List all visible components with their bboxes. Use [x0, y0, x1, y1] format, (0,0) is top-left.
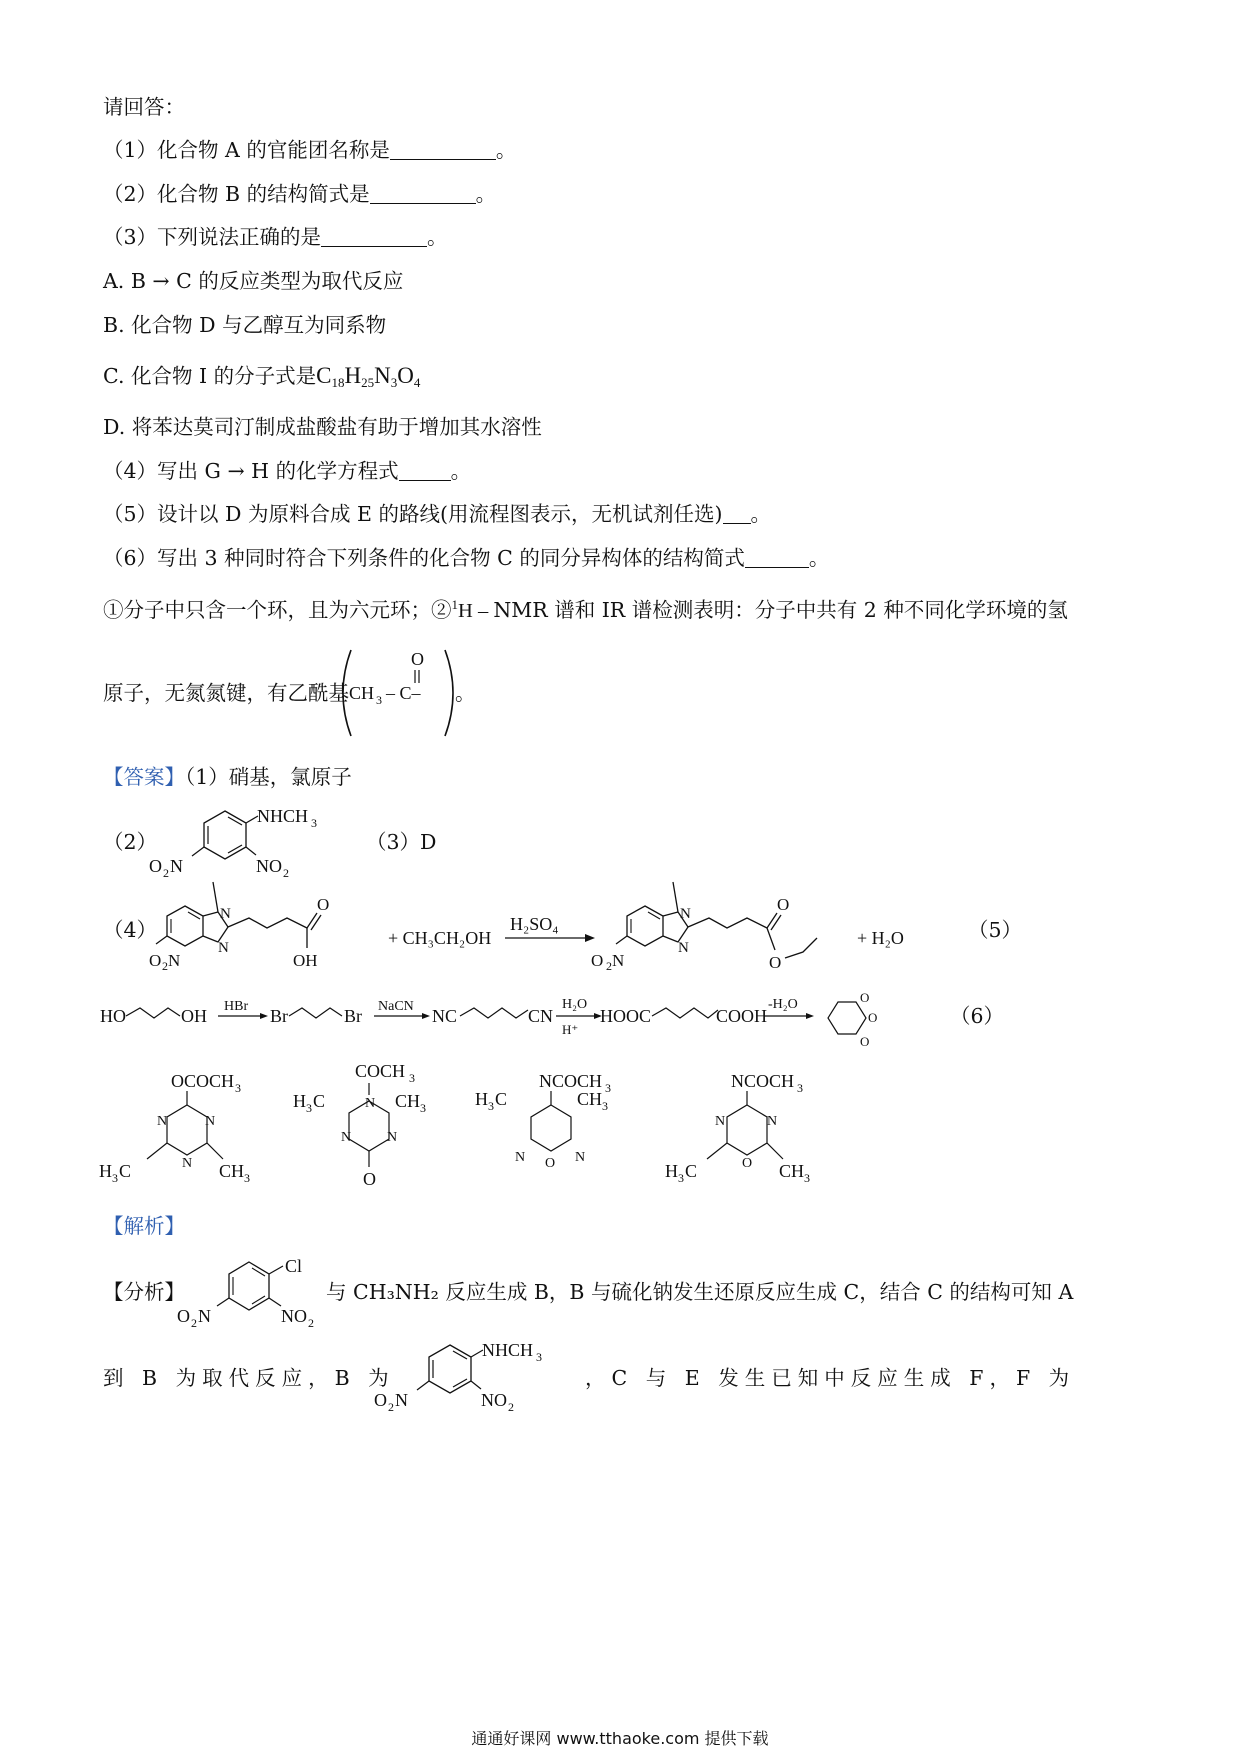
answer-5-label: （5） — [968, 918, 1023, 942]
svg-text:NHCH: NHCH — [257, 806, 309, 826]
svg-text:3: 3 — [244, 1171, 250, 1185]
svg-text:NaCN: NaCN — [378, 999, 414, 1014]
svg-text:O: O — [317, 895, 330, 914]
condition-end: 。 — [455, 681, 476, 705]
compound-a-structure — [175, 1248, 325, 1330]
svg-text:2: 2 — [388, 1400, 394, 1414]
intro-text: 请回答： — [103, 95, 185, 119]
svg-text:3: 3 — [804, 1171, 810, 1185]
svg-text:3: 3 — [602, 1099, 608, 1113]
svg-text:O: O — [411, 649, 424, 669]
synthesis-route — [100, 988, 900, 1053]
svg-text:N: N — [612, 951, 625, 970]
svg-text:3: 3 — [112, 1171, 118, 1185]
svg-text:H: H — [293, 1091, 306, 1111]
analysis-line-1: 与 CH₃NH₂ 反应生成 B，B 与硫化钠发生还原反应生成 C，结合 C 的结构可知 A — [326, 1280, 1074, 1304]
svg-text:COCH: COCH — [355, 1061, 406, 1081]
svg-text:OH: OH — [181, 1006, 207, 1026]
question-4: （4）写出 G → H 的化学方程式 。 — [103, 459, 472, 483]
question-3: （3）下列说法正确的是 。 — [103, 225, 448, 249]
svg-text:2: 2 — [508, 1400, 514, 1414]
svg-text:O: O — [591, 951, 604, 970]
svg-text:O: O — [777, 895, 790, 914]
option-b: B. 化合物 D 与乙醇互为同系物 — [103, 313, 387, 337]
svg-text:N: N — [575, 1150, 586, 1165]
svg-text:HBr: HBr — [224, 999, 249, 1014]
svg-text:CH: CH — [219, 1161, 245, 1181]
svg-text:O: O — [769, 953, 782, 972]
svg-text:C: C — [313, 1091, 326, 1111]
svg-text:CH: CH — [577, 1089, 603, 1109]
analysis-tag: 【解析】 — [103, 1214, 185, 1238]
svg-text:2: 2 — [606, 959, 612, 973]
svg-text:CH: CH — [349, 683, 375, 703]
svg-text:3: 3 — [678, 1171, 684, 1185]
reaction-g-to-h — [145, 872, 935, 982]
svg-text:CH: CH — [779, 1161, 805, 1181]
svg-text:NCOCH: NCOCH — [731, 1071, 795, 1091]
svg-text:3: 3 — [605, 1081, 611, 1095]
svg-text:N: N — [680, 906, 691, 922]
svg-text:C: C — [119, 1161, 132, 1181]
question-6: （6）写出 3 种同时符合下列条件的化合物 C 的同分异构体的结构简式 。 — [103, 546, 830, 570]
svg-text:N: N — [205, 1114, 216, 1129]
svg-text:COOH: COOH — [716, 1006, 768, 1026]
svg-text:Br: Br — [344, 1006, 362, 1026]
analysis-line-2a: 到 B 为取代反应，B 为 — [103, 1366, 395, 1390]
svg-text:3: 3 — [311, 816, 317, 830]
svg-text:+ CH₃CH₂OH: + CH₃CH₂OH — [388, 928, 492, 948]
svg-text:CN: CN — [528, 1006, 554, 1026]
svg-text:NO: NO — [256, 856, 282, 876]
isomer-2 — [293, 1061, 426, 1189]
svg-text:O: O — [868, 1010, 878, 1025]
svg-text:N: N — [715, 1114, 726, 1129]
svg-text:NHCH: NHCH — [482, 1340, 534, 1360]
svg-text:3: 3 — [420, 1101, 426, 1115]
svg-text:N: N — [220, 906, 231, 922]
arrow-icon: → — [145, 269, 177, 293]
svg-text:3: 3 — [797, 1081, 803, 1095]
question-5: （5）设计以 D 为原料合成 E 的路线(用流程图表示，无机试剂任选) 。 — [103, 502, 772, 526]
svg-text:NC: NC — [432, 1006, 458, 1026]
option-a: A. B → C 的反应类型为取代反应 — [103, 269, 404, 293]
svg-text:H₂SO₄: H₂SO₄ — [510, 914, 559, 934]
svg-text:HO: HO — [100, 1006, 126, 1026]
isomer-4 — [665, 1071, 810, 1185]
svg-text:N: N — [387, 1130, 398, 1145]
svg-text:N: N — [170, 856, 183, 876]
svg-text:Br: Br — [270, 1006, 288, 1026]
svg-text:NO: NO — [481, 1390, 507, 1410]
svg-text:3: 3 — [235, 1081, 241, 1095]
svg-text:3: 3 — [376, 693, 382, 707]
svg-text:2: 2 — [283, 866, 289, 880]
svg-text:H: H — [475, 1089, 488, 1109]
svg-text:NCOCH: NCOCH — [539, 1071, 603, 1091]
svg-text:Cl: Cl — [285, 1256, 303, 1276]
svg-text:O: O — [363, 1169, 376, 1189]
svg-text:N: N — [198, 1306, 211, 1326]
svg-text:O: O — [860, 1034, 870, 1049]
svg-text:O: O — [177, 1306, 190, 1326]
molecular-formula: $C_{18}H_{25}N_3O_4$ — [316, 363, 421, 390]
svg-text:O: O — [149, 856, 162, 876]
svg-text:NO: NO — [281, 1306, 307, 1326]
svg-text:N: N — [182, 1156, 193, 1171]
isomer-1 — [99, 1071, 250, 1185]
svg-text:2: 2 — [308, 1316, 314, 1330]
svg-text:N: N — [218, 940, 229, 956]
fenxi-tag: 【分析】 — [103, 1280, 185, 1304]
arrow-icon: → — [220, 459, 252, 483]
svg-text:O: O — [149, 951, 162, 970]
svg-text:N: N — [365, 1096, 376, 1111]
svg-text:N: N — [341, 1130, 352, 1145]
svg-text:N: N — [395, 1390, 408, 1410]
svg-text:2: 2 — [163, 866, 169, 880]
footer-text: 通通好课网 www.tthaoke.com 提供下载 — [471, 1729, 769, 1748]
analysis-line-2b: ，C 与 E 发生已知中反应生成 F，F 为 — [585, 1366, 1076, 1390]
svg-text:– C–: – C– — [386, 683, 421, 703]
condition-line-1: ①分子中只含一个环，且为六元环；②$^1$H – NMR 谱和 IR 谱检测表明：分子中共有 2 种不同化学环境的氢 — [103, 597, 1068, 622]
isomer-structures — [95, 1055, 855, 1205]
option-d: D. 将苯达莫司汀制成盐酸盐有助于增加其水溶性 — [103, 415, 542, 439]
svg-text:+ H₂O: + H₂O — [857, 928, 904, 948]
svg-text:N: N — [168, 951, 181, 970]
svg-text:H: H — [665, 1161, 678, 1181]
svg-text:OH: OH — [293, 951, 318, 970]
svg-text:N: N — [767, 1114, 778, 1129]
svg-text:3: 3 — [536, 1350, 542, 1364]
svg-text:2: 2 — [162, 959, 168, 973]
svg-text:HOOC: HOOC — [600, 1006, 652, 1026]
condition-line-2: 原子，无氮氮键，有乙酰基 — [103, 681, 349, 705]
svg-text:C: C — [685, 1161, 698, 1181]
option-c: C. 化合物 I 的分子式是$C_{18}H_{25}N_3O_4$ — [103, 363, 421, 390]
answer-6-label: （6） — [950, 1004, 1005, 1028]
acetyl-structure — [333, 646, 533, 741]
svg-text:3: 3 — [488, 1099, 494, 1113]
svg-text:N: N — [157, 1114, 168, 1129]
answer-4-label: （4） — [103, 918, 158, 942]
svg-text:OCOCH: OCOCH — [171, 1071, 235, 1091]
svg-text:2: 2 — [191, 1316, 197, 1330]
answer-3: （3）D — [366, 830, 437, 854]
svg-text:N: N — [515, 1150, 526, 1165]
compound-b-structure-2 — [370, 1334, 570, 1419]
svg-text:CH: CH — [395, 1091, 421, 1111]
svg-text:3: 3 — [409, 1071, 415, 1085]
answer-tag: 【答案】 — [103, 765, 185, 789]
isomer-3 — [475, 1071, 611, 1171]
svg-text:-H₂O: -H₂O — [768, 997, 798, 1012]
question-1: （1）化合物 A 的官能团名称是 。 — [103, 138, 517, 162]
svg-text:O: O — [742, 1156, 753, 1171]
svg-text:O: O — [860, 990, 870, 1005]
svg-text:H: H — [99, 1161, 112, 1181]
svg-text:H₂O: H₂O — [562, 997, 588, 1012]
question-2: （2）化合物 B 的结构简式是 。 — [103, 182, 497, 206]
svg-text:O: O — [374, 1390, 387, 1410]
answer-2-label: （2） — [103, 830, 158, 854]
svg-text:N: N — [678, 940, 689, 956]
svg-text:3: 3 — [306, 1101, 312, 1115]
svg-text:H⁺: H⁺ — [562, 1022, 579, 1037]
svg-text:O: O — [545, 1156, 556, 1171]
svg-text:C: C — [495, 1089, 508, 1109]
answer-line-1: 【答案】（1）硝基，氯原子 — [103, 765, 352, 789]
